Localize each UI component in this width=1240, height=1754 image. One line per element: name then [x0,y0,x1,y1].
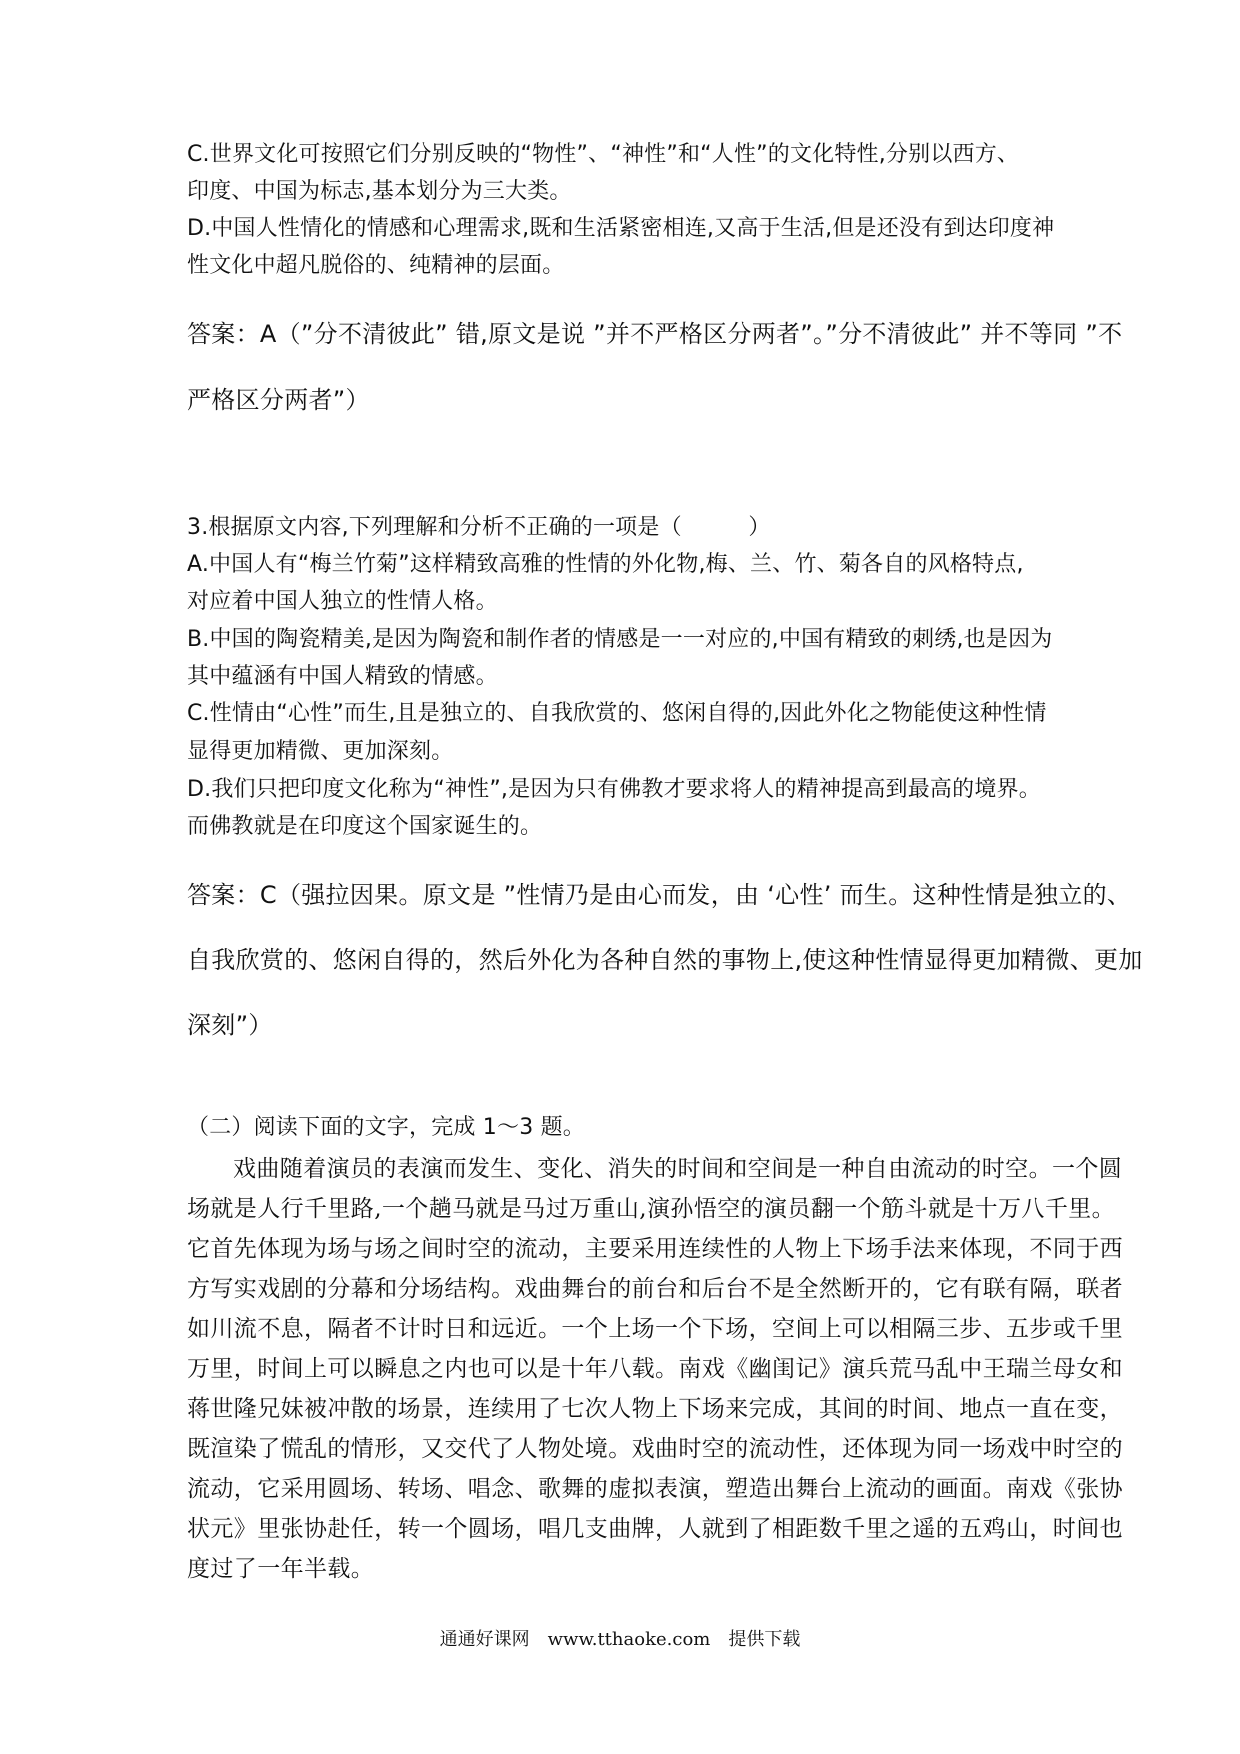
q3-stem: 3.根据原文内容,下列理解和分析不正确的一项是（ ） [187,515,771,540]
passage-line: 方写实戏剧的分幕和分场结构。戏曲舞台的前台和后台不是全然断开的，它有联有隔，联者 [187,1276,1123,1302]
q2-option-c-line1: C.世界文化可按照它们分别反映的“物性”、“神性”和“人性”的文化特性,分别以西方、 [187,142,1020,167]
passage-line: 度过了一年半载。 [187,1556,375,1582]
q3-option-a-line2: 对应着中国人独立的性情人格。 [187,589,498,614]
answer3-line2: 自我欣赏的、悠闲自得的，然后外化为各种自然的事物上,使这种性情显得更加精微、更加 [187,946,1143,974]
passage-line: 它首先体现为场与场之间时空的流动，主要采用连续性的人物上下场手法来体现，不同于西 [187,1236,1123,1262]
answer3-line3: 深刻”） [187,1011,273,1039]
passage-line: 戏曲随着演员的表演而发生、变化、消失的时间和空间是一种自由流动的时空。一个圆 [233,1156,1123,1182]
q3-option-d-line2: 而佛教就是在印度这个国家诞生的。 [187,814,543,839]
passage-line: 流动，它采用圆场、转场、唱念、歌舞的虚拟表演，塑造出舞台上流动的画面。南戏《张协 [187,1476,1123,1502]
passage-line: 万里，时间上可以瞬息之内也可以是十年八载。南戏《幽闺记》演兵荒马乱中王瑞兰母女和 [187,1356,1123,1382]
passage-line: 蒋世隆兄妹被冲散的场景，连续用了七次人物上下场来完成，其间的时间、地点一直在变， [187,1396,1123,1422]
answer2-line2: 严格区分两者”） [187,386,370,414]
q3-option-c-line2: 显得更加精微、更加深刻。 [187,739,454,764]
q2-option-c-line2: 印度、中国为标志,基本划分为三大类。 [187,179,572,204]
q3-option-b-line2: 其中蕴涵有中国人精致的情感。 [187,664,498,689]
q3-option-d-line1: D.我们只把印度文化称为“神性”,是因为只有佛教才要求将人的精神提高到最高的境界。 [187,777,1041,802]
passage-line: 场就是人行千里路,一个趟马就是马过万重山,演孙悟空的演员翻一个筋斗就是十万八千里。 [187,1196,1116,1222]
footer-download-note: 通通好课网 www.tthaoke.com 提供下载 [439,1629,801,1650]
q3-option-a-line1: A.中国人有“梅兰竹菊”这样精致高雅的性情的外化物,梅、兰、竹、菊各自的风格特点, [187,552,1024,577]
passage-line: 既渲染了慌乱的情形，又交代了人物处境。戏曲时空的流动性，还体现为同一场戏中时空的 [187,1436,1123,1462]
q2-option-d-line2: 性文化中超凡脱俗的、纯精神的层面。 [187,253,565,278]
q3-option-b-line1: B.中国的陶瓷精美,是因为陶瓷和制作者的情感是一一对应的,中国有精致的刺绣,也是因为 [187,627,1053,652]
answer3-line1: 答案：C（强拉因果。原文是 ”性情乃是由心而发，由 ‘心性’ 而生。这种性情是独立的、 [187,881,1132,909]
passage-line: 状元》里张协赴任，转一个圆场，唱几支曲牌，人就到了相距数千里之遥的五鸡山，时间也 [187,1516,1123,1542]
answer2-line1: 答案：A（”分不清彼此” 错,原文是说 ”并不严格区分两者”。”分不清彼此” 并不等同 ”不 [187,320,1123,348]
passage-line: 如川流不息，隔者不计时日和远近。一个上场一个下场，空间上可以相隔三步、五步或千里 [187,1316,1123,1342]
q3-option-c-line1: C.性情由“心性”而生,且是独立的、自我欣赏的、悠闲自得的,因此外化之物能使这种性情 [187,701,1047,726]
q2-option-d-line1: D.中国人性情化的情感和心理需求,既和生活紧密相连,又高于生活,但是还没有到达印度神 [187,216,1055,241]
section-heading: （二）阅读下面的文字，完成 1～3 题。 [187,1115,585,1140]
